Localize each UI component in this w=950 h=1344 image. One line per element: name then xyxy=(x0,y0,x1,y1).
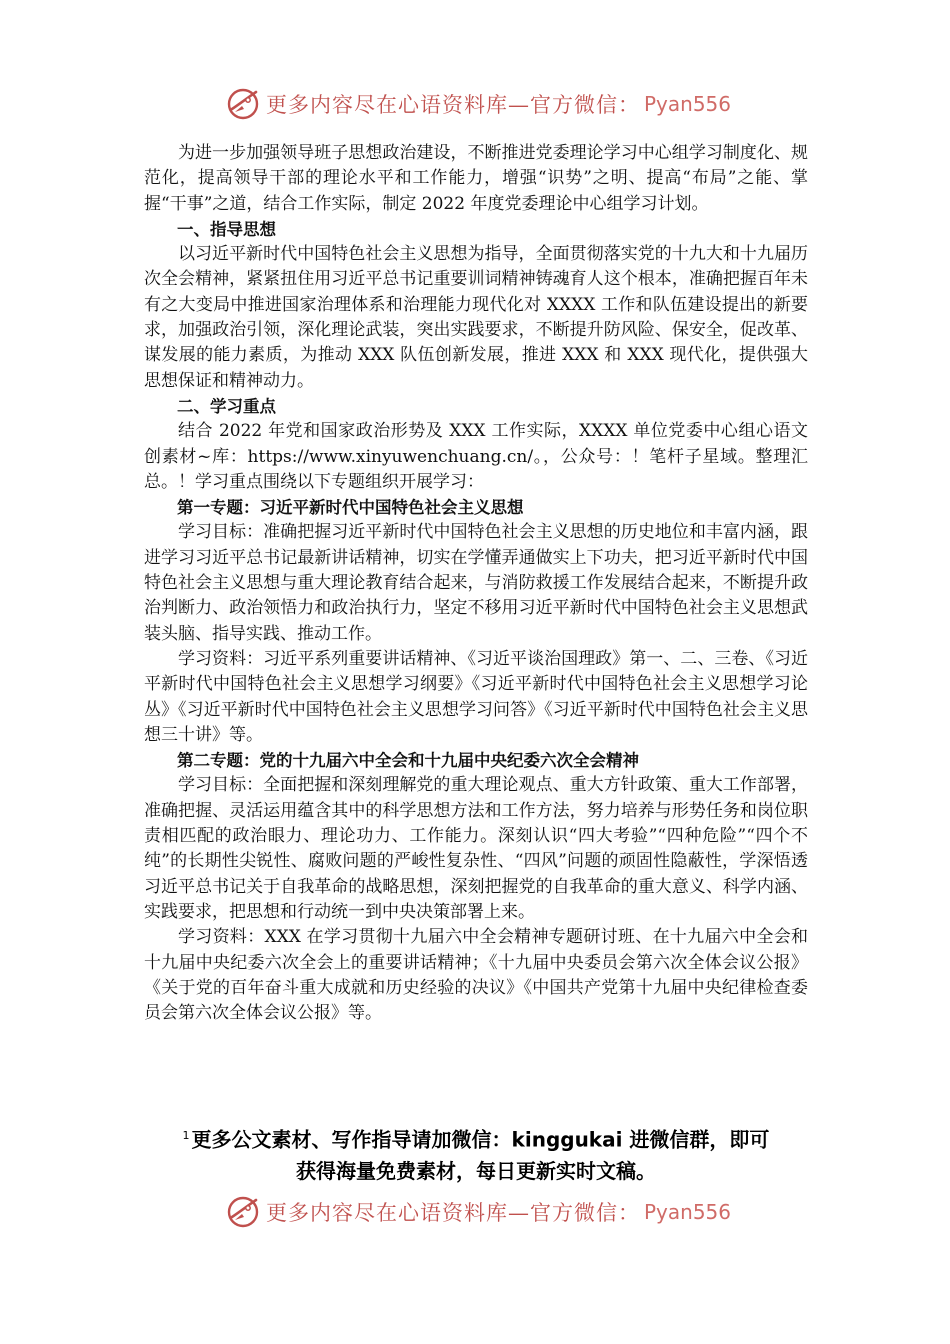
intro-paragraph: 为进一步加强领导班子思想政治建设，不断推进党委理论学习中心组学习制度化、规范化，提高领导干部的理论水平和工作能力，增强“识势”之明、提高“布局”之能、掌握“干事”之道，结合工作实际，制定 2022 年度党委理论中心组学习计划。 xyxy=(144,143,808,214)
footer-brand-text: 更多内容尽在心语资料库—官方微信： xyxy=(266,1201,640,1225)
pen-logo-icon xyxy=(226,87,260,121)
document-body xyxy=(144,141,808,1026)
topic-heading: 第二专题：党的十九届六中全会和十九届中央纪委六次全会精神 xyxy=(177,751,639,771)
section-heading: 一、指导思想 xyxy=(177,219,276,239)
footer-watermark xyxy=(226,1194,732,1230)
paragraph: 学习目标：全面把握和深刻理解党的重大理论观点、重大方针政策、重大工作部署，准确把握、灵活运用蕴含其中的科学思想方法和工作方法，努力培养与形势任务和岗位职责相匹配的政治眼力、理论功力、工作能力。深刻认识“四大考验”“四种危险”“四个不纯”的长期性尖锐性、腐败问题的严峻性复杂性、“四风”问题的顽固性隐蔽性，学深悟透习近平总书记关于自我革命的战略思想，深刻把握党的自我革命的重大意义、科学内涵、实践要求，把思想和行动统一到中央决策部署上来。 xyxy=(144,775,808,922)
paragraph: 学习资料：习近平系列重要讲话精神、《习近平谈治国理政》第一、二、三卷、《习近平新时代中国特色社会主义思想学习纲要》《习近平新时代中国特色社会主义思想学习论丛》《习近平新时代中国特色社会主义思想学习问答》《习近平新时代中国特色社会主义思想三十讲》等。 xyxy=(144,648,808,745)
pen-logo-icon xyxy=(226,1195,260,1229)
section-heading: 二、学习重点 xyxy=(177,396,276,416)
footnote-line-2: 获得海量免费素材，每日更新实时文稿。 xyxy=(296,1158,656,1183)
header-brand-id: Pyan556 xyxy=(644,92,732,116)
paragraph: 结合 2022 年党和国家政治形势及 XXX 工作实际，XXXX 单位党委中心组心语文创素材~库：https://www.xinyuwenchuang.cn/。，公众号：！笔杆子星域。整理汇总。！学习重点围绕以下专题组织开展学习： xyxy=(144,421,808,492)
footnote xyxy=(144,1120,808,1187)
header-brand-text: 更多内容尽在心语资料库—官方微信： xyxy=(266,93,640,117)
footnote-mark: 1 xyxy=(182,1129,190,1142)
topic-heading: 第一专题：习近平新时代中国特色社会主义思想 xyxy=(177,498,524,518)
paragraph: 学习目标：准确把握习近平新时代中国特色社会主义思想的历史地位和丰富内涵，跟进学习习近平总书记最新讲话精神，切实在学懂弄通做实上下功夫，把习近平新时代中国特色社会主义思想与重大理论教育结合起来，与消防救援工作发展结合起来，不断提升政治判断力、政治领悟力和政治执行力，坚定不移用习近平新时代中国特色社会主义思想武装头脑、指导实践、推动工作。 xyxy=(144,522,808,644)
footnote-text-1: 更多公文素材、写作指导请加微信：kinggukai 进微信群，即可 xyxy=(191,1127,770,1152)
footer-brand-id: Pyan556 xyxy=(644,1200,732,1224)
paragraph: 以习近平新时代中国特色社会主义思想为指导，全面贯彻落实党的十九大和十九届历次全会精神，紧紧扭住用习近平总书记重要训词精神铸魂育人这个根本，准确把握百年未有之大变局中推进国家治理体系和治理能力现代化对 XXXX 工作和队伍建设提出的新要求，加强政治引领，深化理论武装，突出实践要求，不断提升防风险、保安全，促改革、谋发展的能力素质，为推动 XXX 队伍创新发展，推进 XXX 和 XXX 现代化，提供强大思想保证和精神动力。 xyxy=(144,244,808,391)
header-watermark xyxy=(226,86,732,122)
footnote-line-1 xyxy=(144,1120,808,1156)
paragraph: 学习资料：XXX 在学习贯彻十九届六中全会精神专题研讨班、在十九届六中全会和十九届中央纪委六次全会上的重要讲话精神；《十九届中央委员会第六次全体会议公报》《关于党的百年奋斗重大成就和历史经验的决议》《中国共产党第十九届中央纪律检查委员会第六次全体会议公报》等。 xyxy=(144,927,808,1024)
